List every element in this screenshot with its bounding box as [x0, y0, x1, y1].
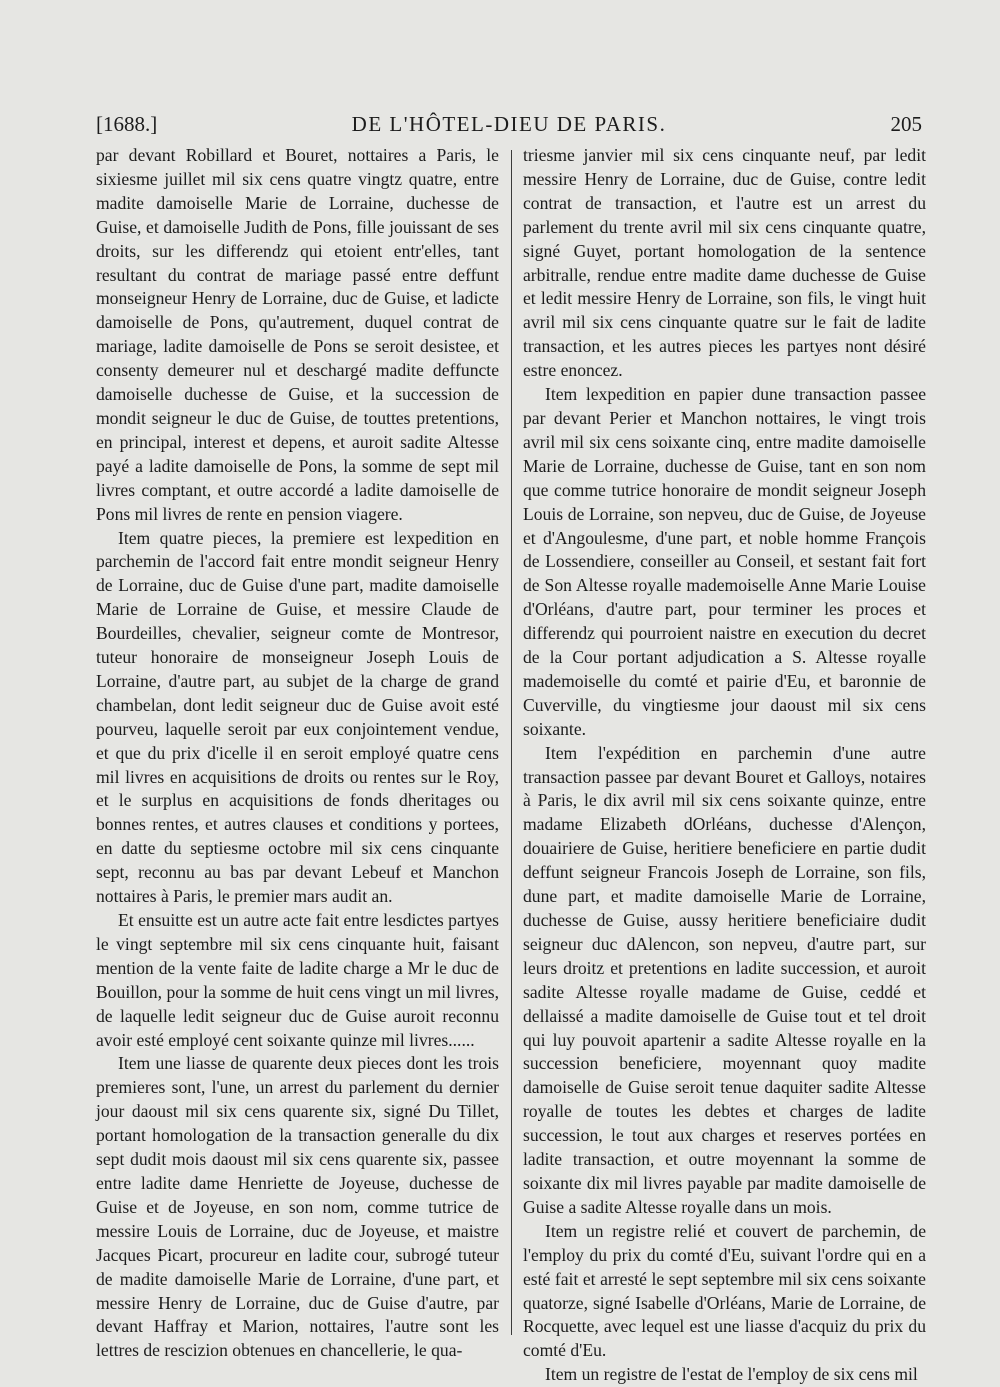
paragraph: Item une liasse de quarente deux pieces dont les trois premieres sont, l'une, un arrest du parlement du dernier jour daoust mil six cens quarente six, signé Du Tillet, portant homologation de la transaction generalle du dix sept dudit mois daoust mil six cens quarente six, passee entre ladite dame Henriette de Joyeuse, duchesse de Guise et de Joyeuse, en son nom, comme tutrice de messire Louis de Lorraine, duc de Joyeuse, et maistre Jacques Picart, procureur en ladite cour, subrogé tuteur de madite damoiselle Marie de Lorraine, d'une part, et messire Henry de Lorraine, duc de Guise d'autre, par devant Haffray et Marion, nottaires, l'autre sont les lettres de rescizion obtenues en chancellerie, le qua-: [96, 1053, 499, 1361]
paragraph: Item l'expédition en parchemin d'une autre transaction passee par devant Bouret et Galloys, notaires à Paris, le dix avril mil six cens soixante quinze, entre madame Elizabeth dOrléans, duchesse d'Alençon, douairiere de Guise, heritiere beneficiere en partie dudit deffunt seigneur Francois Joseph de Lorraine, son fils, dune part, et madite damoiselle Marie de Lorraine, duchesse de Guise, aussy heritiere beneficiaire dudit seigneur duc dAlencon, son nepveu, d'autre part, sur leurs droitz et pretentions en ladite succession, et auroit sadite Altesse royalle madame de Guise, ceddé et dellaissé a madite damoiselle de Guise tout et tel droit qui luy pouvoit apartenir a sadite Altesse royalle en la succession beneficiere, moyennant quoy madite damoiselle de Guise seroit tenue daquiter sadite Altesse royalle de toutes les debtes et charges de ladite succession, le tout aux charges et reserves portées en ladite transaction, et outre moyennant la somme de soixante dix mil livres payable par madite damoiselle de Guise a sadite Altesse royalle dans un mois.: [523, 742, 926, 1217]
paragraph: Et ensuitte est un autre acte fait entre lesdictes partyes le vingt septembre mil six cens cinquante huit, faisant mention de la vente faite de ladite charge a Mr le duc de Bouillon, pour la somme de huit cens vingt un mil livres, de laquelle ledit seigneur duc de Guise auroit reconnu avoir esté employé cent soixante quinze mil livres......: [96, 910, 499, 1050]
year-marker: [1688.]: [96, 112, 158, 136]
column-divider: [511, 150, 512, 1335]
paragraph: Item un registre de l'estat de l'employ de six cens mil: [545, 1364, 918, 1385]
page-number: 205: [890, 112, 922, 136]
right-column: [523, 144, 926, 1387]
running-title: DE L'HÔTEL-DIEU DE PARIS.: [351, 112, 667, 136]
paragraph: Item quatre pieces, la premiere est lexpedition en parchemin de l'accord fait entre mondit seigneur Henry de Lorraine, duc de Guise d'une part, madite damoiselle Marie de Lorraine de Guise, et messire Claude de Bourdeilles, chevalier, seigneur comte de Montresor, tuteur honoraire de monseigneur Joseph Louis de Lorraine, d'autre part, au subjet de la charge de grand chambelan, dont ledit seigneur duc de Guise avoit esté pourveu, laquelle seroit par eux conjointement vendue, et que du prix d'icelle il en seroit employé quatre cens mil livres en acquisitions de droits ou rentes sur le Roy, et le surplus en acquisitions de fonds dheritages ou bonnes rentes, et autres clauses et conditions y portees, en datte du septiesme octobre mil six cens cinquante sept, reconnu au bas par devant Lebeuf et Manchon nottaires à Paris, le premier mars audit an.: [96, 527, 499, 907]
left-column: [96, 144, 499, 1363]
paragraph: Item lexpedition en papier dune transaction passee par devant Perier et Manchon nottaires, le vingt trois avril mil six cens soixante cinq, entre madite damoiselle Marie de Lorraine, duchesse de Guise, tant en son nom que comme tutrice honoraire de mondit seigneur Joseph Louis de Lorraine, son nepveu, duc de Guise, de Joyeuse et d'Angoulesme, d'une part, et noble homme François de Lossendiere, conseiller au Conseil, et sestant fait fort de Son Altesse royalle mademoiselle Anne Marie Louise d'Orléans, d'autre part, pour terminer les proces et differendz qui pourroient naistre en execution du decret de la Cour portant adjudication a S. Altesse royalle mademoiselle du comté et pairie d'Eu, et baronnie de Cuverville, du vingtiesme jour daoust mil six cens soixante.: [523, 384, 926, 739]
paragraph: triesme janvier mil six cens cinquante neuf, par ledit messire Henry de Lorraine, duc de Guise, contre ledit contrat de transaction, et l'autre est un arrest du parlement du trente avril mil six cens cinquante quatre, signé Guyet, portant homologation de la sentence arbitralle, rendue entre madite dame duchesse de Guise et ledit messire Henry de Lorraine, son fils, le vingt huit avril mil six cens cinquante quatre sur le fait de ladite transaction, et les autres pieces les partyes nont désiré estre enoncez.: [523, 145, 926, 381]
paragraph: par devant Robillard et Bouret, nottaires a Paris, le sixiesme juillet mil six cens quatre vingtz quatre, entre madite damoiselle Marie de Lorraine, duchesse de Guise, et damoiselle Judith de Pons, fille jouissant de ses droits, sur les differendz qui etoient entr'elles, tant resultant du contrat de mariage passé entre deffunt monseigneur Henry de Lorraine, duc de Guise, et ladicte damoiselle de Pons, qu'autrement, duquel contrat de mariage, ladite damoiselle de Pons se seroit desistee, et consenty demeurer nul et deschargé madite deffuncte damoiselle duchesse de Guise, et la succession de mondit seigneur le duc de Guise, de touttes pretentions, en principal, interest et depens, et auroit sadite Altesse payé a ladite damoiselle de Pons, la somme de sept mil livres comptant, et outre accordé a ladite damoiselle de Pons mil livres de rente en pension viagere.: [96, 145, 499, 524]
paragraph: Item un registre relié et couvert de parchemin, de l'employ du prix du comté d'Eu, suivant l'ordre qui en a esté fait et arresté le sept septembre mil six cens soixante quatorze, signé Isabelle d'Orléans, Marie de Lorraine, de Rocquette, avec lequel est une liasse d'acquiz du prix du comté d'Eu.: [523, 1220, 926, 1361]
page-header: [96, 112, 922, 142]
